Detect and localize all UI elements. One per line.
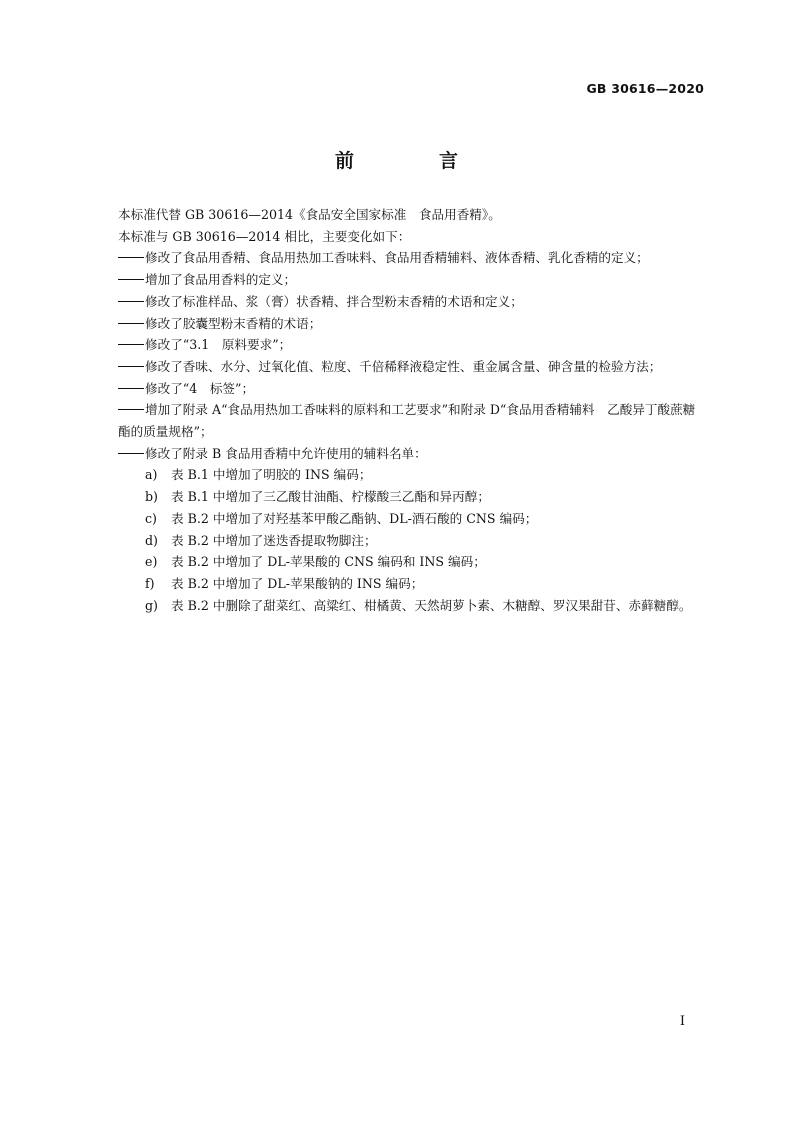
change-item bbox=[118, 334, 706, 356]
change-text: 修改了附录 B 食品用香精中允许使用的辅料名单： bbox=[145, 445, 427, 461]
change-text: 修改了“4 标签”； bbox=[145, 380, 255, 396]
change-item bbox=[118, 356, 706, 378]
sub-change-label: d) bbox=[145, 532, 158, 548]
change-item bbox=[118, 399, 706, 442]
sub-change-item bbox=[118, 508, 706, 530]
change-item bbox=[118, 291, 706, 313]
sub-change-item bbox=[118, 464, 706, 486]
intro-changes: 本标准与 GB 30616—2014 相比，主要变化如下： bbox=[118, 228, 411, 244]
sub-change-label: g) bbox=[145, 597, 158, 613]
dash-mark bbox=[118, 323, 144, 324]
sub-change-item bbox=[118, 530, 706, 552]
sub-change-text: 表 B.2 中增加了对羟基苯甲酸乙酯钠、DL-酒石酸的 CNS 编码； bbox=[171, 510, 538, 526]
dash-mark bbox=[118, 279, 144, 280]
sub-change-label: f) bbox=[145, 575, 155, 591]
dash-mark bbox=[118, 257, 144, 258]
change-text: 修改了胶囊型粉末香精的术语； bbox=[145, 315, 322, 331]
sub-change-text: 表 B.2 中增加了 DL-苹果酸的 CNS 编码和 INS 编码； bbox=[171, 554, 486, 570]
dash-mark bbox=[118, 301, 144, 302]
change-item bbox=[118, 269, 706, 291]
sub-change-text: 表 B.1 中增加了明胶的 INS 编码； bbox=[171, 467, 372, 483]
sub-change-label: c) bbox=[145, 510, 157, 526]
dash-mark bbox=[118, 453, 144, 454]
sub-change-label: b) bbox=[145, 489, 158, 505]
change-text: 修改了香味、水分、过氧化值、粒度、千倍稀释液稳定性、重金属含量、砷含量的检验方法； bbox=[145, 358, 662, 374]
sub-change-item bbox=[118, 551, 706, 573]
page-number: I bbox=[679, 1014, 685, 1029]
sub-change-item bbox=[118, 595, 706, 617]
sub-change-text: 表 B.2 中增加了迷迭香提取物脚注； bbox=[171, 532, 377, 548]
change-text: 修改了标准样品、浆（膏）状香精、拌合型粉末香精的术语和定义； bbox=[145, 293, 523, 309]
dash-mark bbox=[118, 366, 144, 367]
change-item bbox=[118, 443, 706, 465]
sub-change-item bbox=[118, 486, 706, 508]
sub-change-label: e) bbox=[145, 554, 158, 570]
page-title: 前 言 bbox=[334, 150, 491, 172]
change-text: 增加了附录 A“食品用热加工香味料的原料和工艺要求”和附录 D“食品用香精辅料 乙酸异丁酸蔗糖酯的质量规格”； bbox=[118, 402, 696, 440]
intro-replaces: 本标准代替 GB 30616—2014《食品安全国家标准 食品用香精》。 bbox=[118, 207, 501, 222]
sub-change-text: 表 B.2 中删除了甜菜红、高粱红、柑橘黄、天然胡萝卜素、木糖醇、罗汉果甜苷、赤藓糖醇。 bbox=[171, 597, 692, 613]
sub-change-item bbox=[118, 573, 706, 595]
standard-code: GB 30616—2020 bbox=[586, 81, 704, 96]
sub-change-label: a) bbox=[145, 467, 158, 483]
change-text: 修改了“3.1 原料要求”； bbox=[145, 337, 292, 353]
dash-mark bbox=[118, 409, 144, 410]
change-item bbox=[118, 313, 706, 335]
sub-change-text: 表 B.2 中增加了 DL-苹果酸钠的 INS 编码； bbox=[171, 575, 424, 591]
change-text: 增加了食品用香料的定义； bbox=[145, 272, 297, 288]
change-item bbox=[118, 247, 706, 269]
change-item bbox=[118, 378, 706, 400]
dash-mark bbox=[118, 344, 144, 345]
dash-mark bbox=[118, 388, 144, 389]
foreword-body bbox=[118, 204, 706, 616]
sub-change-text: 表 B.1 中增加了三乙酸甘油酯、柠檬酸三乙酯和异丙醇； bbox=[171, 489, 490, 505]
change-text: 修改了食品用香精、食品用热加工香味料、食品用香精辅料、液体香精、乳化香精的定义； bbox=[145, 250, 649, 266]
